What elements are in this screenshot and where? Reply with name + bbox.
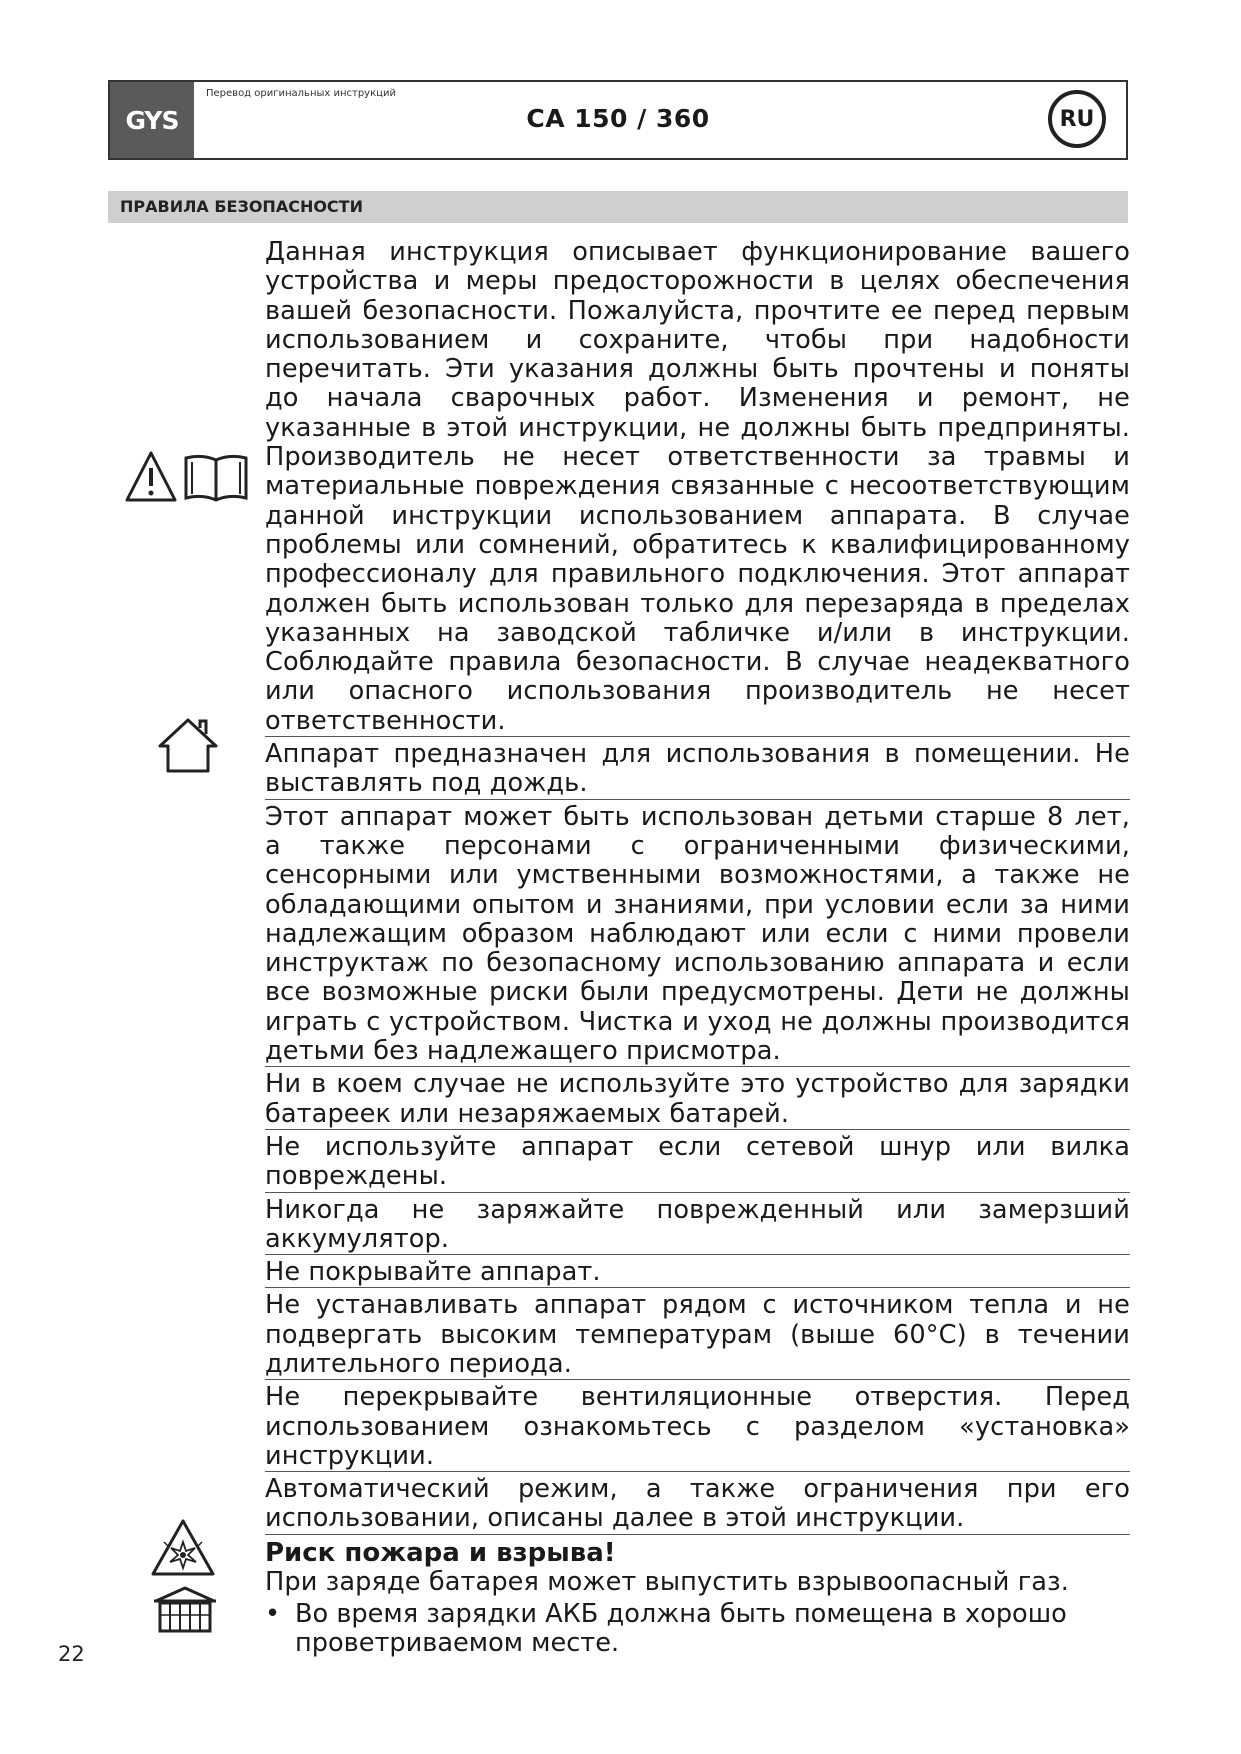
risk-bullet-item (265, 1600, 1130, 1659)
ventilated-room-icon (152, 1585, 218, 1637)
indoor-text: Аппарат предназначен для использования в помещении. Не выставлять под дождь. (265, 739, 1130, 799)
section-title: ПРАВИЛА БЕЗОПАСНОСТИ (108, 191, 1128, 223)
do-not-cover-text: Не покрывайте аппарат. (265, 1257, 601, 1288)
translation-note: Перевод оригинальных инструкций (206, 88, 396, 99)
warning-read-manual-icon (124, 450, 250, 508)
safety-item-indoor (265, 740, 1130, 800)
frozen-battery-text: Никогда не заряжайте поврежденный или замерзший аккумулятор. (265, 1194, 1130, 1254)
damaged-cord-text: Не используйте аппарат если сетевой шнур или вилка повреждены. (265, 1131, 1130, 1192)
risk-bullet-text: Во время зарядки АКБ должна быть помещена в хорошо проветриваемом месте. (295, 1599, 1067, 1659)
safety-item-children (265, 803, 1130, 1068)
safety-item-damaged-cord (265, 1133, 1130, 1193)
children-text: Этот аппарат может быть использован детьми старше 8 лет, а также персонами с ограниченными физическими, сенсорными или умственными возможностями, а также не обладающими опытом и знаниями, при условии если за ними надлежащим образом наблюдают или если с ними провели инструктаж по безопасному использованию аппарата и если все возможные риски были предусмотрены. Дети не должны играть с устройством. Чистка и уход не должны производится детьми без надлежащего присмотра. (265, 801, 1130, 1067)
non-rechargeable-text: Ни в коем случае не используйте это устройство для зарядки батареек или незаряжаемых батарей. (265, 1069, 1130, 1129)
safety-item-frozen-battery (265, 1196, 1130, 1256)
model-title: CA 150 / 360 (526, 104, 710, 133)
risk-title: Риск пожара и взрыва! (265, 1537, 616, 1568)
safety-item-heat-source (265, 1291, 1130, 1380)
indoor-use-house-icon (156, 716, 220, 778)
logo-text: GYS (125, 105, 179, 135)
document-header (108, 80, 1128, 160)
intro-text: Данная инструкция описывает функционирование вашего устройства и меры предосторожности в целях обеспечения вашей безопасности. Пожалуйста, прочтите ее перед первым использованием и сохраните, чтобы при надобности перечитать. Эти указания должны быть прочтены и поняты до начала сварочных работ. Изменения и ремонт, не указанные в этой инструкции, не должны быть предприняты. Производитель не несет ответственности за травмы и материальные повреждения связанные с несоответствующим данной инструкции использованием аппарата. В случае проблемы или сомнений, обратитесь к квалифицированному профессионалу для правильного подключения. Этот аппарат должен быть использован только для перезаряда в пределах указанных на заводской табличке и/или в инструкции. Соблюдайте правила безопасности. В случае неадекватного или опасного использования производитель не несет ответственности. (265, 237, 1130, 736)
safety-item-intro (265, 238, 1130, 737)
ventilation-text: Не перекрывайте вентиляционные отверстия. Перед использованием ознакомьтесь с разделом «установка» инструкции. (265, 1382, 1130, 1471)
safety-item-automatic-mode (265, 1475, 1130, 1535)
page-number: 22 (58, 1642, 85, 1666)
language-badge: RU (1048, 90, 1106, 148)
fire-explosion-risk-block (265, 1538, 1130, 1659)
heat-source-text: Не устанавливать аппарат рядом с источником тепла и не подвергать высоким температурам (выше 60°C) в течении длительного периода. (265, 1290, 1130, 1379)
bullet-marker: • (265, 1599, 281, 1630)
safety-item-non-rechargeable (265, 1070, 1130, 1130)
explosion-warning-icon (150, 1518, 216, 1582)
risk-text: При заряде батарея может выпустить взрывоопасный газ. (265, 1566, 1070, 1597)
safety-rules-content (265, 238, 1130, 1659)
safety-item-do-not-cover (265, 1258, 1130, 1288)
safety-item-ventilation (265, 1383, 1130, 1472)
automatic-mode-text: Автоматический режим, а также ограничения при его использовании, описаны далее в этой инструкции. (265, 1474, 1130, 1534)
